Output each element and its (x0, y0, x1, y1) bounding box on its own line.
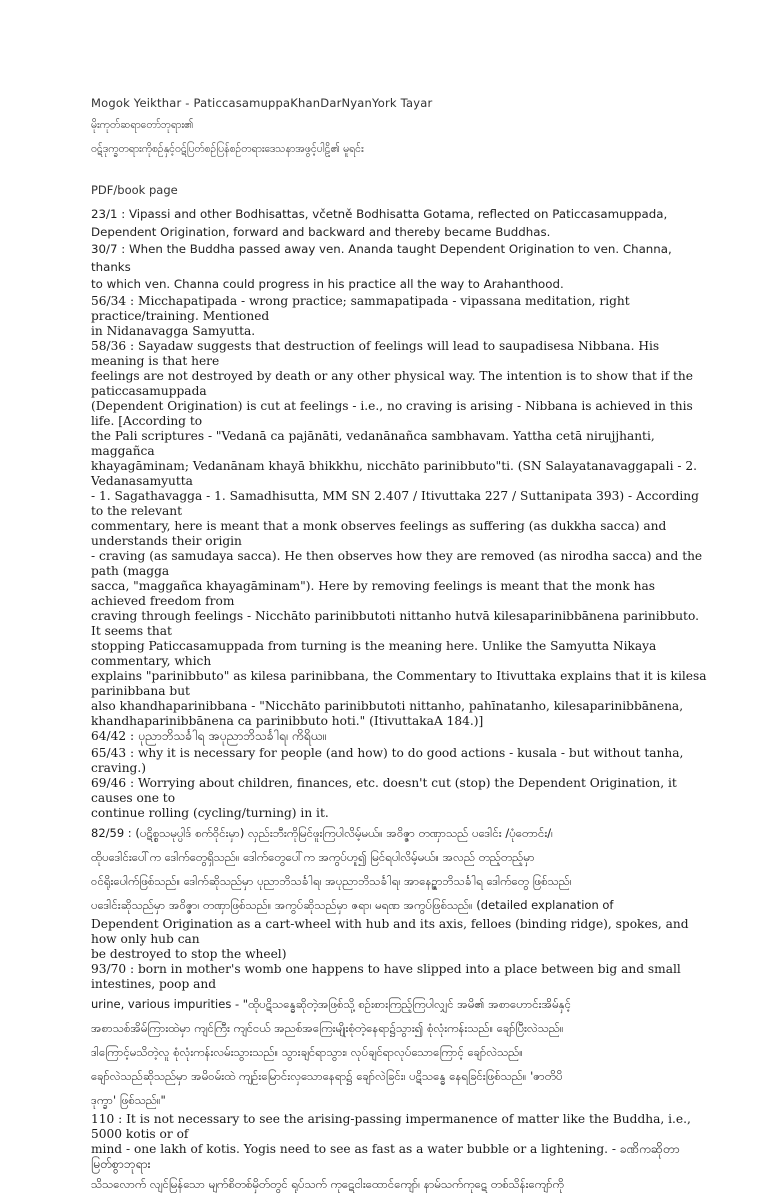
entry-64-42 (91, 729, 708, 744)
entry-line: Dependent Origination, forward and backward and thereby became Buddhas. (91, 224, 551, 239)
entry-line: 82/59 : (ပဋိစ္စသမုပ္ပါဒ် စက်ဝိုင်းမှာ) လှည်းဘီးကိုမြင်ဖူးကြပါလိမ့်မယ်။ အဝိဇ္ဇာ တဏှာသည် ပဒေါင်း /ပုံတောင်း/၊ (91, 825, 553, 840)
entry-58-36 (91, 339, 708, 729)
entry-line: explains "parinibbuto" as kilesa parinibbana, the Commentary to Itivuttaka explains that it is kilesa parinibbana but (91, 668, 707, 698)
entry-line: 58/36 : Sayadaw suggests that destruction of feelings will lead to saupadisesa Nibbana. His meaning is that here (91, 338, 660, 368)
entry-line: - 1. Sagathavagga - 1. Samadhisutta, MM SN 2.407 / Itivuttaka 227 / Suttanipata 393) - According to the relevant (91, 488, 699, 518)
entry-line: သိသလောက် လျင်မြန်သော မျက်စိတစ်မှိတ်တွင် ရုပ်သက် ကုဋေငါးထောင်ကျော်၊ နာမ်သက်ကုဋေ တစ်သိန်းကျော်ကို (91, 1176, 564, 1191)
entry-82-59 (91, 821, 708, 962)
entry-line: ပဒေါင်းဆိုသည်မှာ အဝိဇ္ဇာ၊ တဏှာဖြစ်သည်။ အကွပ်ဆိုသည်မှာ ဇရာ၊ မရဏ အကွပ်ဖြစ်သည်။ (detailed explanation of (91, 897, 614, 912)
entry-line: in Nidanavagga Samyutta. (91, 323, 256, 338)
entry-line: 65/43 : why it is necessary for people (and how) to do good actions - kusala - but without tanha, craving.) (91, 745, 684, 775)
entry-line: ဒုက္ခာ' ဖြစ်သည်။" (91, 1092, 166, 1107)
entry-line: 64/42 : ပုညာဘိသင်္ခါရ အပုညာဘိသင်္ခါရ၊ ကိရိယ။ (91, 728, 327, 743)
entry-line: stopping Paticcasamuppada from turning is the meaning here. Unlike the Samyutta Nikaya commentary, which (91, 638, 657, 668)
entry-line: 30/7 : When the Buddha passed away ven. Ananda taught Dependent Origination to ven. Channa, thanks (91, 242, 672, 274)
entry-line: khandhaparinibbānena ca parinibbuto hoti." (ItivuttakaA 184.)] (91, 713, 484, 728)
document-title: Mogok Yeikthar - PaticcasamuppaKhanDarNyanYork Tayar (91, 96, 433, 110)
entry-line: 69/46 : Worrying about children, finances, etc. doesn't cut (stop) the Dependent Origination, it causes one to (91, 775, 677, 805)
entry-56-34 (91, 294, 708, 339)
entry-line: ဝင်ရိုးပေါက်ဖြစ်သည်။ ဒေါက်ဆိုသည်မှာ ပုညာဘိသင်္ခါရ၊ အပုညာဘိသင်္ခါရ၊ အာနေဉ္ဇာဘိသင်္ခါရ ဒေါက်တွေ ဖြစ်သည်၊ (91, 873, 572, 888)
entry-line: the Pali scriptures - "Vedanā ca pajānāti, vedanānañca sambhavam. Yattha cetā nirujjhanti, maggañca (91, 428, 655, 458)
entry-line: urine, various impurities - "ထိုပဋိသန္ဓေဆိုတဲ့အဖြစ်သို့ စဉ်းစားကြည့်ကြပါလျှင် အမိ၏ အစာဟောင်းအိမ်နှင့် (91, 996, 572, 1011)
entry-line: 56/34 : Micchapatipada - wrong practice; sammapatipada - vipassana meditation, right practice/training. Mentioned (91, 293, 630, 323)
entry-line: ဒါကြောင့်မသိတဲ့လူ စုံလုံးကန်းလမ်းသွားသည်။ သွားချင်ရာသွား၊ လုပ်ချင်ရာလုပ်သောကြောင့် ချော်လဲသည်။ (91, 1044, 523, 1059)
entry-line: also khandhaparinibbana - "Nicchāto parinibbutoti nittanho, pahīnatanho, kilesaparinibbānena, (91, 698, 684, 713)
entry-line: feelings are not destroyed by death or any other physical way. The intention is to show that if the paticcasamuppada (91, 368, 693, 398)
entry-69-46 (91, 776, 708, 821)
entry-line: be destroyed to stop the wheel) (91, 946, 287, 961)
myanmar-heading-line-2: ဝဋ်ဒုက္ခတရားကိုစဉ်နှင့်ဝဋ်ပြတ်စဉ်ပြန်စဉ်တရားဒေသနာအဖွင့်ပါဠိ၏ မူရင်း (91, 143, 364, 155)
entry-line: 23/1 : Vipassi and other Bodhisattas, včetně Bodhisatta Gotama, reflected on Paticcasamuppada, (91, 207, 668, 221)
entry-93-70 (91, 962, 708, 1112)
entry-line: continue rolling (cycling/turning) in it. (91, 805, 329, 820)
entries-list (91, 206, 708, 1196)
entry-line: to which ven. Channa could progress in his practice all the way to Arahanthood. (91, 277, 564, 291)
entry-line: 93/70 : born in mother's womb one happens to have slipped into a place between big and small intestines, poop and (91, 961, 681, 991)
pdf-page-label: PDF/book page (91, 183, 178, 197)
entry-line: - craving (as samudaya sacca). He then observes how they are removed (as nirodha sacca) and the path (magga (91, 548, 703, 578)
entry-30-7 (91, 241, 708, 294)
myanmar-heading-line-1: မိုးကုတ်ဆရာတော်ဘုရား၏ (91, 119, 194, 131)
entry-line: Dependent Origination as a cart-wheel with hub and its axis, felloes (binding ridge), spokes, and how only hub can (91, 916, 689, 946)
entry-65-43 (91, 746, 708, 776)
entry-110 (91, 1112, 708, 1196)
entry-line: commentary, here is meant that a monk observes feelings as suffering (as dukkha sacca) and understands their origin (91, 518, 667, 548)
entry-line: khayagāminam; Vedanānam khayā bhikkhu, nicchāto parinibbuto"ti. (SN Salayatanavaggapali - 2. Vedanasamyutta (91, 458, 697, 488)
entry-line: ချော်လဲသည်ဆိုသည်မှာ အမိဝမ်းထဲ ကျဉ်းမြောင်းလှသောနေရာ၌ ချော်လဲခြင်း၊ ပဋိသန္ဓေ နေရခြင်းဖြစ်သည်။ 'ဇာတိပိ (91, 1068, 563, 1083)
entry-line: mind - one lakh of kotis. Yogis need to see as fast as a water bubble or a lightening. - ခဏိကဆိုတာ မြတ်စွာဘုရား (91, 1141, 680, 1171)
entry-line: 110 : It is not necessary to see the arising-passing impermanence of matter like the Buddha, i.e., 5000 kotis or of (91, 1111, 691, 1141)
entry-line: sacca, "maggañca khayagāminam"). Here by removing feelings is meant that the monk has achieved freedom from (91, 578, 655, 608)
entry-line: အစာသစ်အိမ်ကြားထဲမှာ ကျင်ကြီး ကျင်ငယ် အညစ်အကြေးမျိုးစုံတဲ့နေရာ၌သွား၍ စုံလုံးကန်းသည်။ ချော်ပြီးလဲသည်။ (91, 1020, 564, 1035)
entry-line: craving through feelings - Nicchāto parinibbutoti nittanho hutvā kilesaparinibbānena parinibbuto. It seems that (91, 608, 699, 638)
entry-line: ထိုပဒေါင်းပေါ်က ဒေါက်တွေရှိသည်။ ဒေါက်တွေပေါ်က အကွပ်ဟူ၍ မြင်ရပါလိမ့်မယ်။ အလည် တည့်တည့်မှာ (91, 849, 535, 864)
entry-line: (Dependent Origination) is cut at feelings - i.e., no craving is arising - Nibbana is achieved in this life. [According to (91, 398, 693, 428)
entry-23-1 (91, 206, 708, 241)
